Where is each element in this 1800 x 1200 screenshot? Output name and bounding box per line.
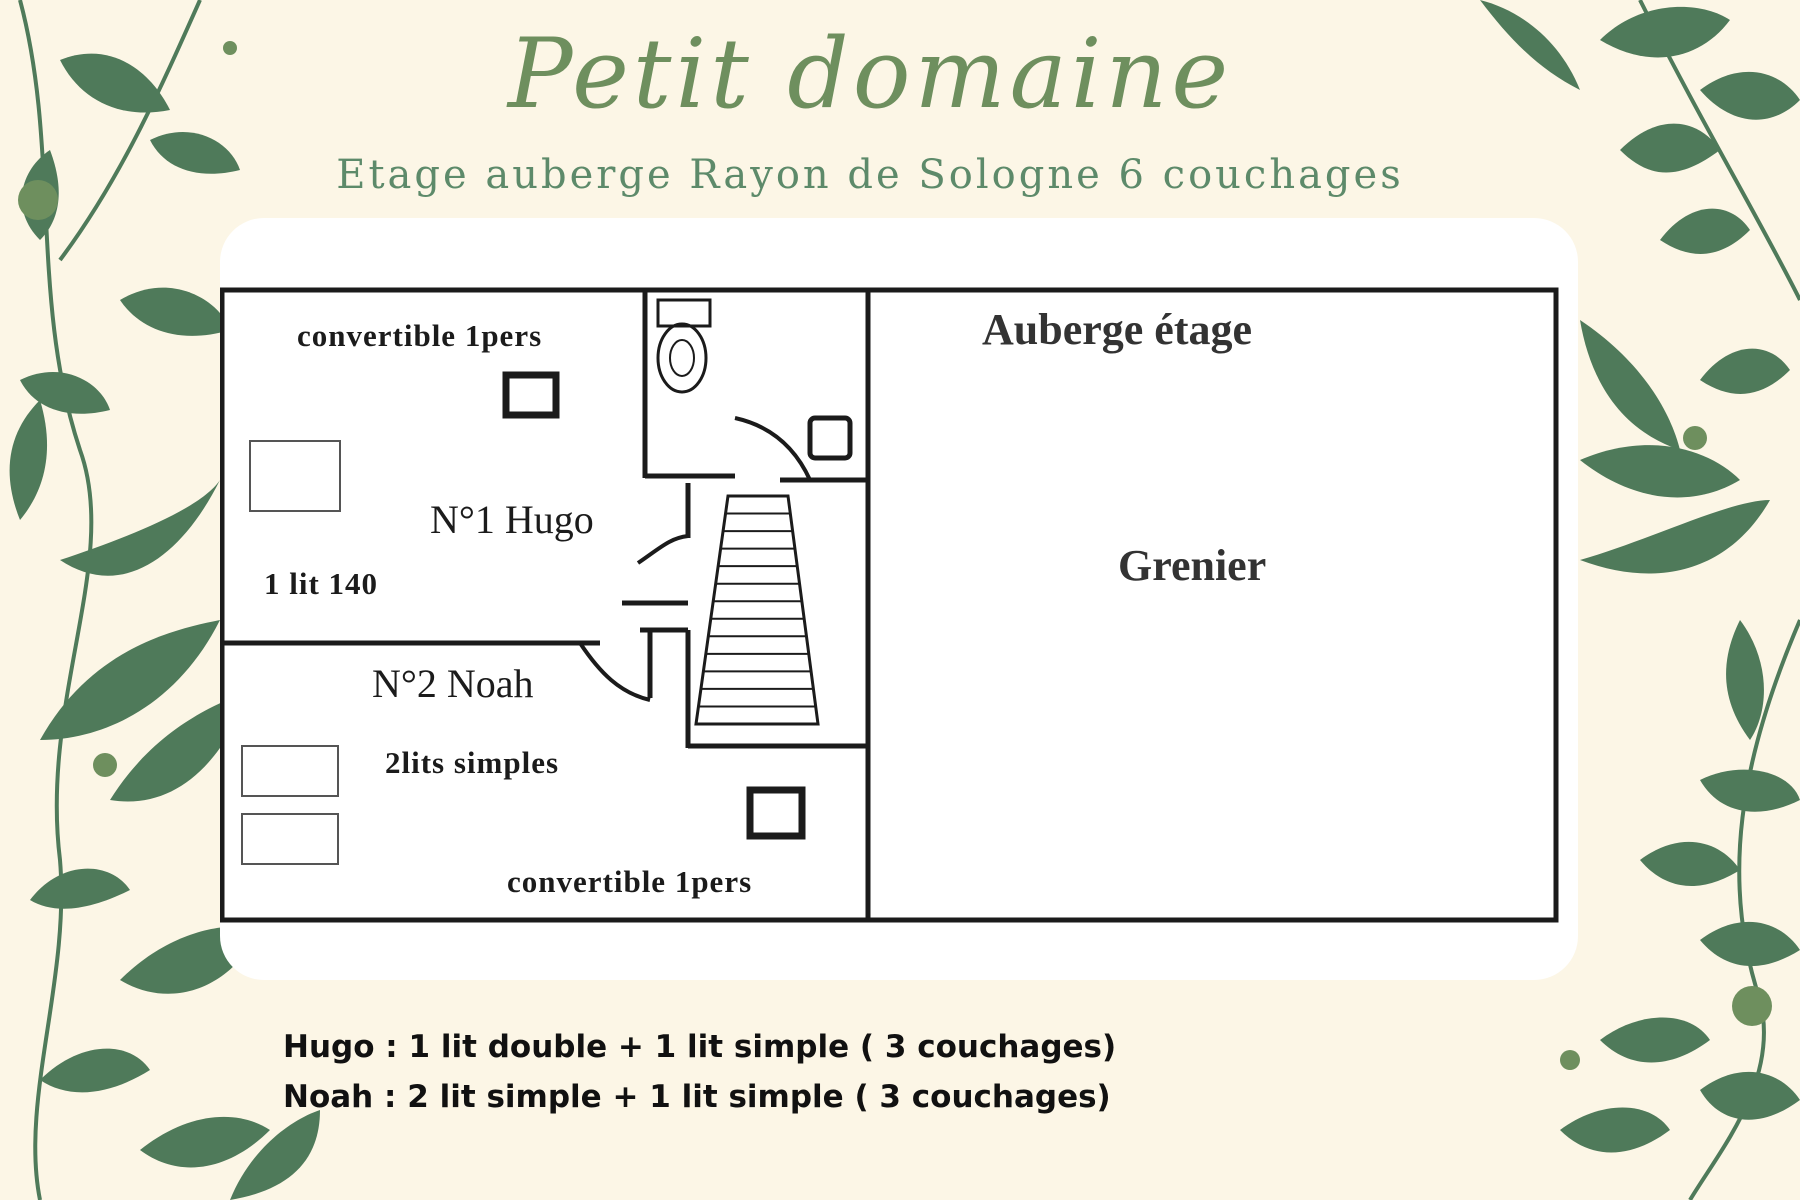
noah-door-swing	[580, 643, 650, 700]
grenier-label: Grenier	[1118, 541, 1267, 590]
stair-steps	[698, 514, 815, 707]
hugo-door-swing	[638, 536, 688, 563]
hugo-double-bed	[250, 441, 340, 511]
noah-convertible-label: convertible 1pers	[507, 864, 753, 899]
noah-room-label: N°2 Noah	[372, 661, 534, 706]
page-subtitle: Etage auberge Rayon de Sologne 6 couchages	[336, 152, 1404, 198]
noah-beds-label: 2lits simples	[385, 745, 560, 780]
summary-hugo: Hugo : 1 lit double + 1 lit simple ( 3 couchages)	[283, 1029, 1117, 1065]
noah-convertible-bed	[750, 790, 802, 836]
wc-door-swing	[735, 418, 810, 480]
auberge-label: Auberge étage	[982, 305, 1253, 354]
summary-noah: Noah : 2 lit simple + 1 lit simple ( 3 couchages)	[283, 1079, 1111, 1115]
noah-single-bed-1	[242, 746, 338, 796]
toilet-bowl-icon	[658, 324, 706, 392]
toilet-tank	[658, 300, 710, 326]
hugo-room-label: N°1 Hugo	[430, 497, 594, 542]
hugo-convertible-bed	[506, 375, 556, 415]
hugo-convertible-label: convertible 1pers	[297, 318, 543, 353]
noah-single-bed-2	[242, 814, 338, 864]
page-title: Petit domaine	[507, 18, 1233, 130]
hugo-bed-label: 1 lit 140	[264, 566, 379, 601]
bedding-summary	[283, 1022, 1116, 1122]
sink-icon	[810, 418, 850, 458]
outer-wall	[222, 290, 1556, 920]
